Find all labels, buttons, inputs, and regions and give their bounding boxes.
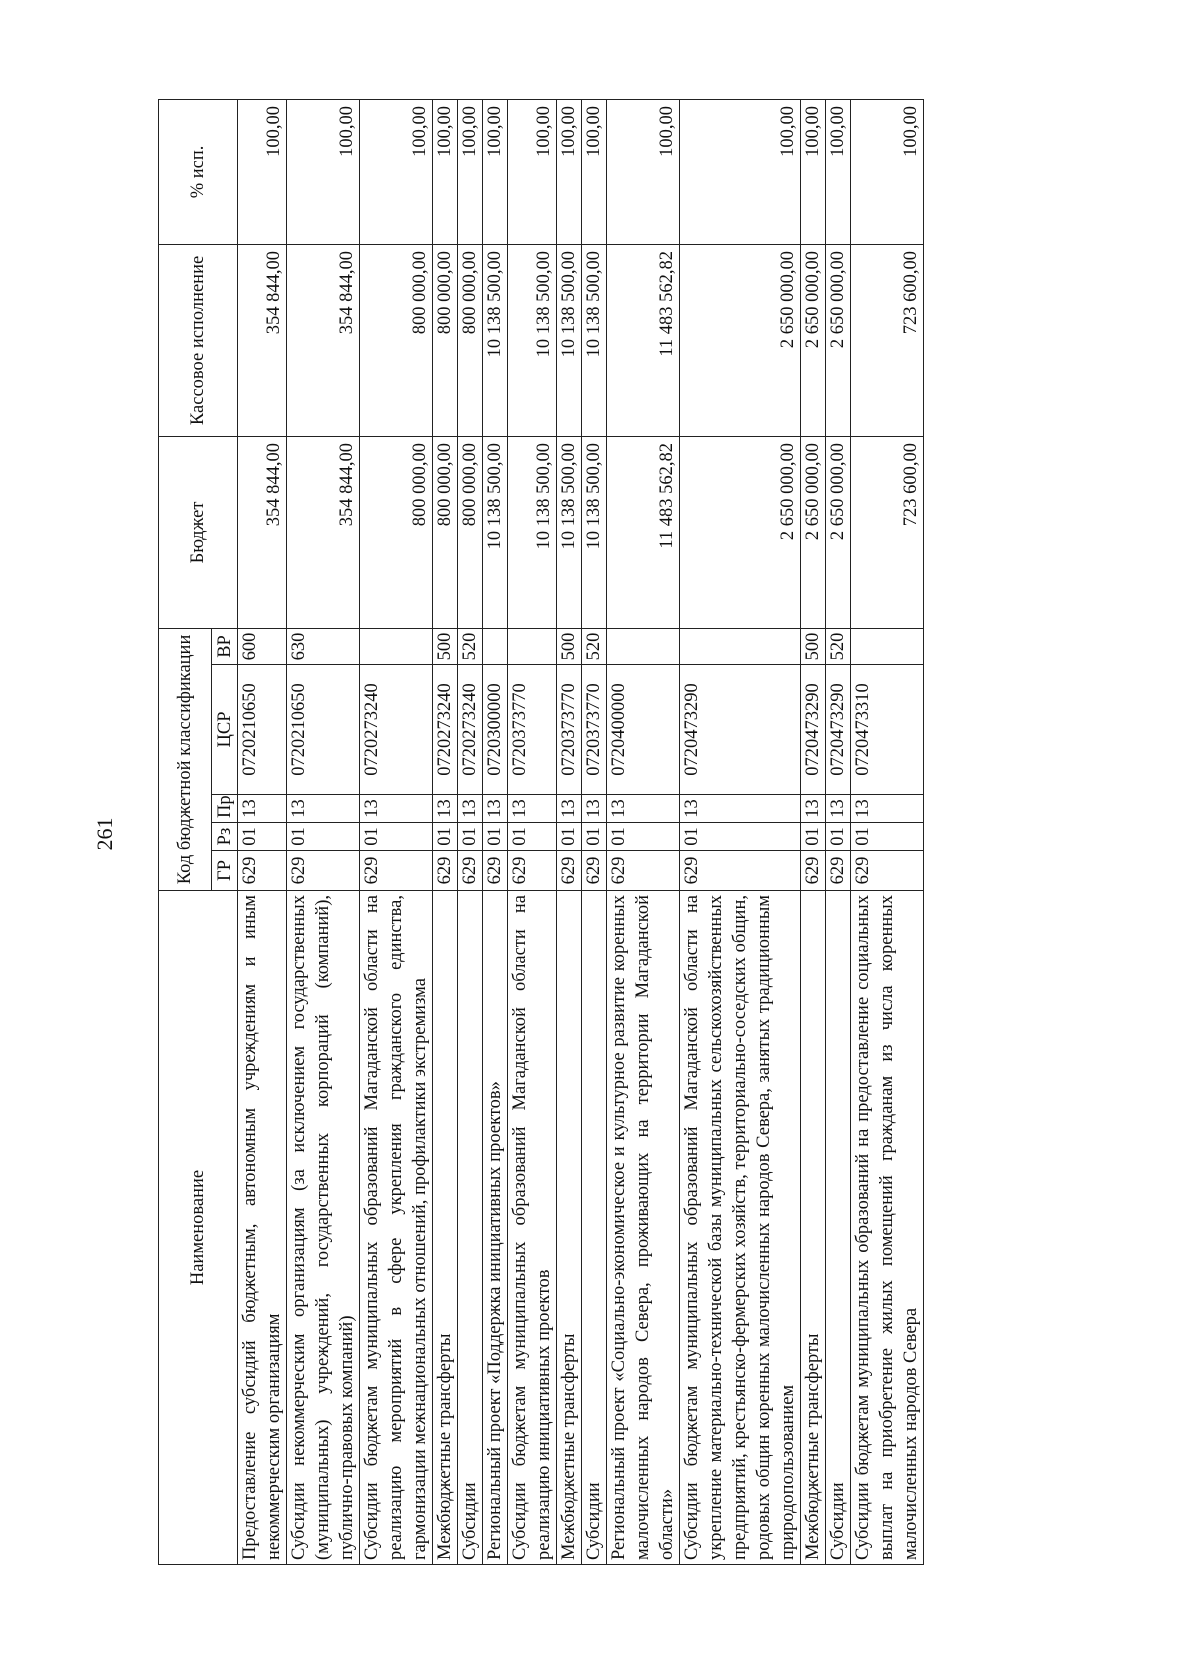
cell-pct: 100,00 (826, 99, 851, 244)
cell-vr: 500 (433, 628, 458, 664)
cell-cash: 2 650 000,00 (801, 244, 826, 436)
cell-name: Межбюджетные трансферты (557, 891, 582, 1565)
cell-csr: 0720210650 (287, 665, 360, 795)
cell-pr: 13 (433, 795, 458, 823)
cell-pr: 13 (458, 795, 483, 823)
cell-cash: 10 138 500,00 (557, 244, 582, 436)
header-cash: Кассовое исполнение (159, 244, 238, 436)
cell-gr: 629 (582, 851, 607, 891)
header-code-group: Код бюджетной классификации (159, 628, 212, 890)
cell-pct: 100,00 (557, 99, 582, 244)
header-pct: % исп. (159, 99, 238, 244)
table-row (508, 99, 557, 1564)
cell-gr: 629 (508, 851, 557, 891)
cell-gr: 629 (360, 851, 433, 891)
cell-rz: 01 (680, 823, 801, 851)
cell-budget: 800 000,00 (433, 436, 458, 628)
cell-gr: 629 (458, 851, 483, 891)
table-row (557, 99, 582, 1564)
cell-gr: 629 (826, 851, 851, 891)
cell-pr: 13 (801, 795, 826, 823)
cell-name: Субсидии (582, 891, 607, 1565)
cell-budget: 2 650 000,00 (826, 436, 851, 628)
cell-budget: 723 600,00 (851, 436, 924, 628)
cell-vr (607, 628, 680, 664)
cell-pr: 13 (360, 795, 433, 823)
header-rz: Рз (212, 823, 238, 851)
table-row (801, 99, 826, 1564)
cell-name: Предоставление субсидий бюджетным, автономным учреждениям и иным некоммерческим организациям (238, 891, 287, 1565)
cell-pct: 100,00 (582, 99, 607, 244)
cell-pr: 13 (851, 795, 924, 823)
cell-pr: 13 (582, 795, 607, 823)
cell-budget: 2 650 000,00 (680, 436, 801, 628)
cell-vr (851, 628, 924, 664)
table-row (680, 99, 801, 1564)
table-row (582, 99, 607, 1564)
cell-csr: 0720273240 (458, 665, 483, 795)
cell-cash: 800 000,00 (433, 244, 458, 436)
table-row (360, 99, 433, 1564)
cell-csr: 0720373770 (582, 665, 607, 795)
cell-csr: 0720473290 (680, 665, 801, 795)
cell-pct: 100,00 (287, 99, 360, 244)
cell-gr: 629 (801, 851, 826, 891)
cell-csr: 0720473290 (826, 665, 851, 795)
cell-rz: 01 (360, 823, 433, 851)
header-name: Наименование (159, 891, 238, 1565)
cell-name: Межбюджетные трансферты (433, 891, 458, 1565)
cell-csr: 0720473310 (851, 665, 924, 795)
cell-vr: 600 (238, 628, 287, 664)
cell-csr: 0720373770 (508, 665, 557, 795)
cell-pr: 13 (287, 795, 360, 823)
cell-rz: 01 (238, 823, 287, 851)
cell-gr: 629 (557, 851, 582, 891)
cell-budget: 354 844,00 (238, 436, 287, 628)
cell-csr: 0720373770 (557, 665, 582, 795)
cell-name: Субсидии бюджетам муниципальных образований на предоставление социальных выплат на приобретение жилых помещений гражданам из числа коренных малочисленных народов Севера (851, 891, 924, 1565)
cell-cash: 11 483 562,82 (607, 244, 680, 436)
cell-rz: 01 (607, 823, 680, 851)
cell-pr: 13 (826, 795, 851, 823)
cell-rz: 01 (557, 823, 582, 851)
cell-gr: 629 (680, 851, 801, 891)
cell-pct: 100,00 (238, 99, 287, 244)
cell-pct: 100,00 (680, 99, 801, 244)
cell-pct: 100,00 (508, 99, 557, 244)
cell-pr: 13 (238, 795, 287, 823)
table-row (433, 99, 458, 1564)
header-vr: ВР (212, 628, 238, 664)
cell-rz: 01 (851, 823, 924, 851)
cell-pr: 13 (557, 795, 582, 823)
cell-name: Региональный проект «Социально-экономическое и культурное развитие коренных малочисленных народов Севера, проживающих на территории Магаданской области» (607, 891, 680, 1565)
cell-gr: 629 (483, 851, 508, 891)
cell-name: Межбюджетные трансферты (801, 891, 826, 1565)
cell-name: Субсидии бюджетам муниципальных образований Магаданской области на укрепление материально-технической базы муниципальных сельскохозяйственных предприятий, крестьянско-фермерских хозяйств, территориально-соседских общин, родовых общин коренных малочисленных народов Севера, занятых традиционным природопользованием (680, 891, 801, 1565)
table-row (607, 99, 680, 1564)
cell-cash: 10 138 500,00 (483, 244, 508, 436)
cell-vr: 500 (801, 628, 826, 664)
cell-rz: 01 (458, 823, 483, 851)
cell-cash: 723 600,00 (851, 244, 924, 436)
page-number: 261 (92, 817, 117, 851)
cell-cash: 10 138 500,00 (582, 244, 607, 436)
header-budget: Бюджет (159, 436, 238, 628)
cell-vr: 630 (287, 628, 360, 664)
cell-csr: 0720273240 (433, 665, 458, 795)
cell-cash: 10 138 500,00 (508, 244, 557, 436)
table-row (483, 99, 508, 1564)
cell-name: Субсидии бюджетам муниципальных образований Магаданской области на реализацию инициативных проектов (508, 891, 557, 1565)
cell-vr: 500 (557, 628, 582, 664)
cell-cash: 800 000,00 (360, 244, 433, 436)
cell-pr: 13 (607, 795, 680, 823)
cell-pct: 100,00 (607, 99, 680, 244)
cell-csr: 0720273240 (360, 665, 433, 795)
cell-pr: 13 (483, 795, 508, 823)
cell-pr: 13 (680, 795, 801, 823)
cell-vr (680, 628, 801, 664)
cell-csr: 0720300000 (483, 665, 508, 795)
cell-pct: 100,00 (433, 99, 458, 244)
cell-name: Региональный проект «Поддержка инициативных проектов» (483, 891, 508, 1565)
cell-budget: 10 138 500,00 (582, 436, 607, 628)
table-row (287, 99, 360, 1564)
cell-vr (360, 628, 433, 664)
cell-pct: 100,00 (458, 99, 483, 244)
cell-budget: 354 844,00 (287, 436, 360, 628)
cell-gr: 629 (433, 851, 458, 891)
header-csr: ЦСР (212, 665, 238, 795)
header-gr: ГР (212, 851, 238, 891)
cell-budget: 800 000,00 (360, 436, 433, 628)
cell-rz: 01 (508, 823, 557, 851)
cell-name: Субсидии (826, 891, 851, 1565)
table-row (851, 99, 924, 1564)
cell-vr: 520 (458, 628, 483, 664)
cell-budget: 10 138 500,00 (483, 436, 508, 628)
cell-budget: 11 483 562,82 (607, 436, 680, 628)
table-row (238, 99, 287, 1564)
cell-budget: 800 000,00 (458, 436, 483, 628)
cell-vr: 520 (582, 628, 607, 664)
cell-vr (483, 628, 508, 664)
cell-pr: 13 (508, 795, 557, 823)
cell-csr: 0720473290 (801, 665, 826, 795)
cell-cash: 800 000,00 (458, 244, 483, 436)
cell-cash: 2 650 000,00 (826, 244, 851, 436)
cell-budget: 10 138 500,00 (557, 436, 582, 628)
cell-cash: 354 844,00 (287, 244, 360, 436)
cell-csr: 0720210650 (238, 665, 287, 795)
table-body (238, 99, 924, 1564)
cell-name: Субсидии (458, 891, 483, 1565)
cell-gr: 629 (607, 851, 680, 891)
cell-pct: 100,00 (483, 99, 508, 244)
cell-cash: 354 844,00 (238, 244, 287, 436)
cell-gr: 629 (238, 851, 287, 891)
cell-rz: 01 (801, 823, 826, 851)
cell-rz: 01 (483, 823, 508, 851)
rotated-page-content (158, 100, 1058, 1565)
header-pr: Пр (212, 795, 238, 823)
cell-budget: 2 650 000,00 (801, 436, 826, 628)
cell-cash: 2 650 000,00 (680, 244, 801, 436)
budget-table (158, 99, 924, 1565)
cell-name: Субсидии некоммерческим организациям (за исключением государственных (муниципальных) учреждений, государственных корпораций (компаний), публично-правовых компаний) (287, 891, 360, 1565)
cell-csr: 0720400000 (607, 665, 680, 795)
cell-pct: 100,00 (360, 99, 433, 244)
cell-vr (508, 628, 557, 664)
cell-rz: 01 (287, 823, 360, 851)
table-row (458, 99, 483, 1564)
cell-budget: 10 138 500,00 (508, 436, 557, 628)
cell-pct: 100,00 (851, 99, 924, 244)
cell-gr: 629 (851, 851, 924, 891)
cell-rz: 01 (582, 823, 607, 851)
cell-gr: 629 (287, 851, 360, 891)
cell-rz: 01 (826, 823, 851, 851)
cell-pct: 100,00 (801, 99, 826, 244)
cell-name: Субсидии бюджетам муниципальных образований Магаданской области на реализацию мероприятий в сфере укрепления гражданского единства, гармонизации межнациональных отношений, профилактики экстремизма (360, 891, 433, 1565)
table-row (826, 99, 851, 1564)
cell-rz: 01 (433, 823, 458, 851)
cell-vr: 520 (826, 628, 851, 664)
